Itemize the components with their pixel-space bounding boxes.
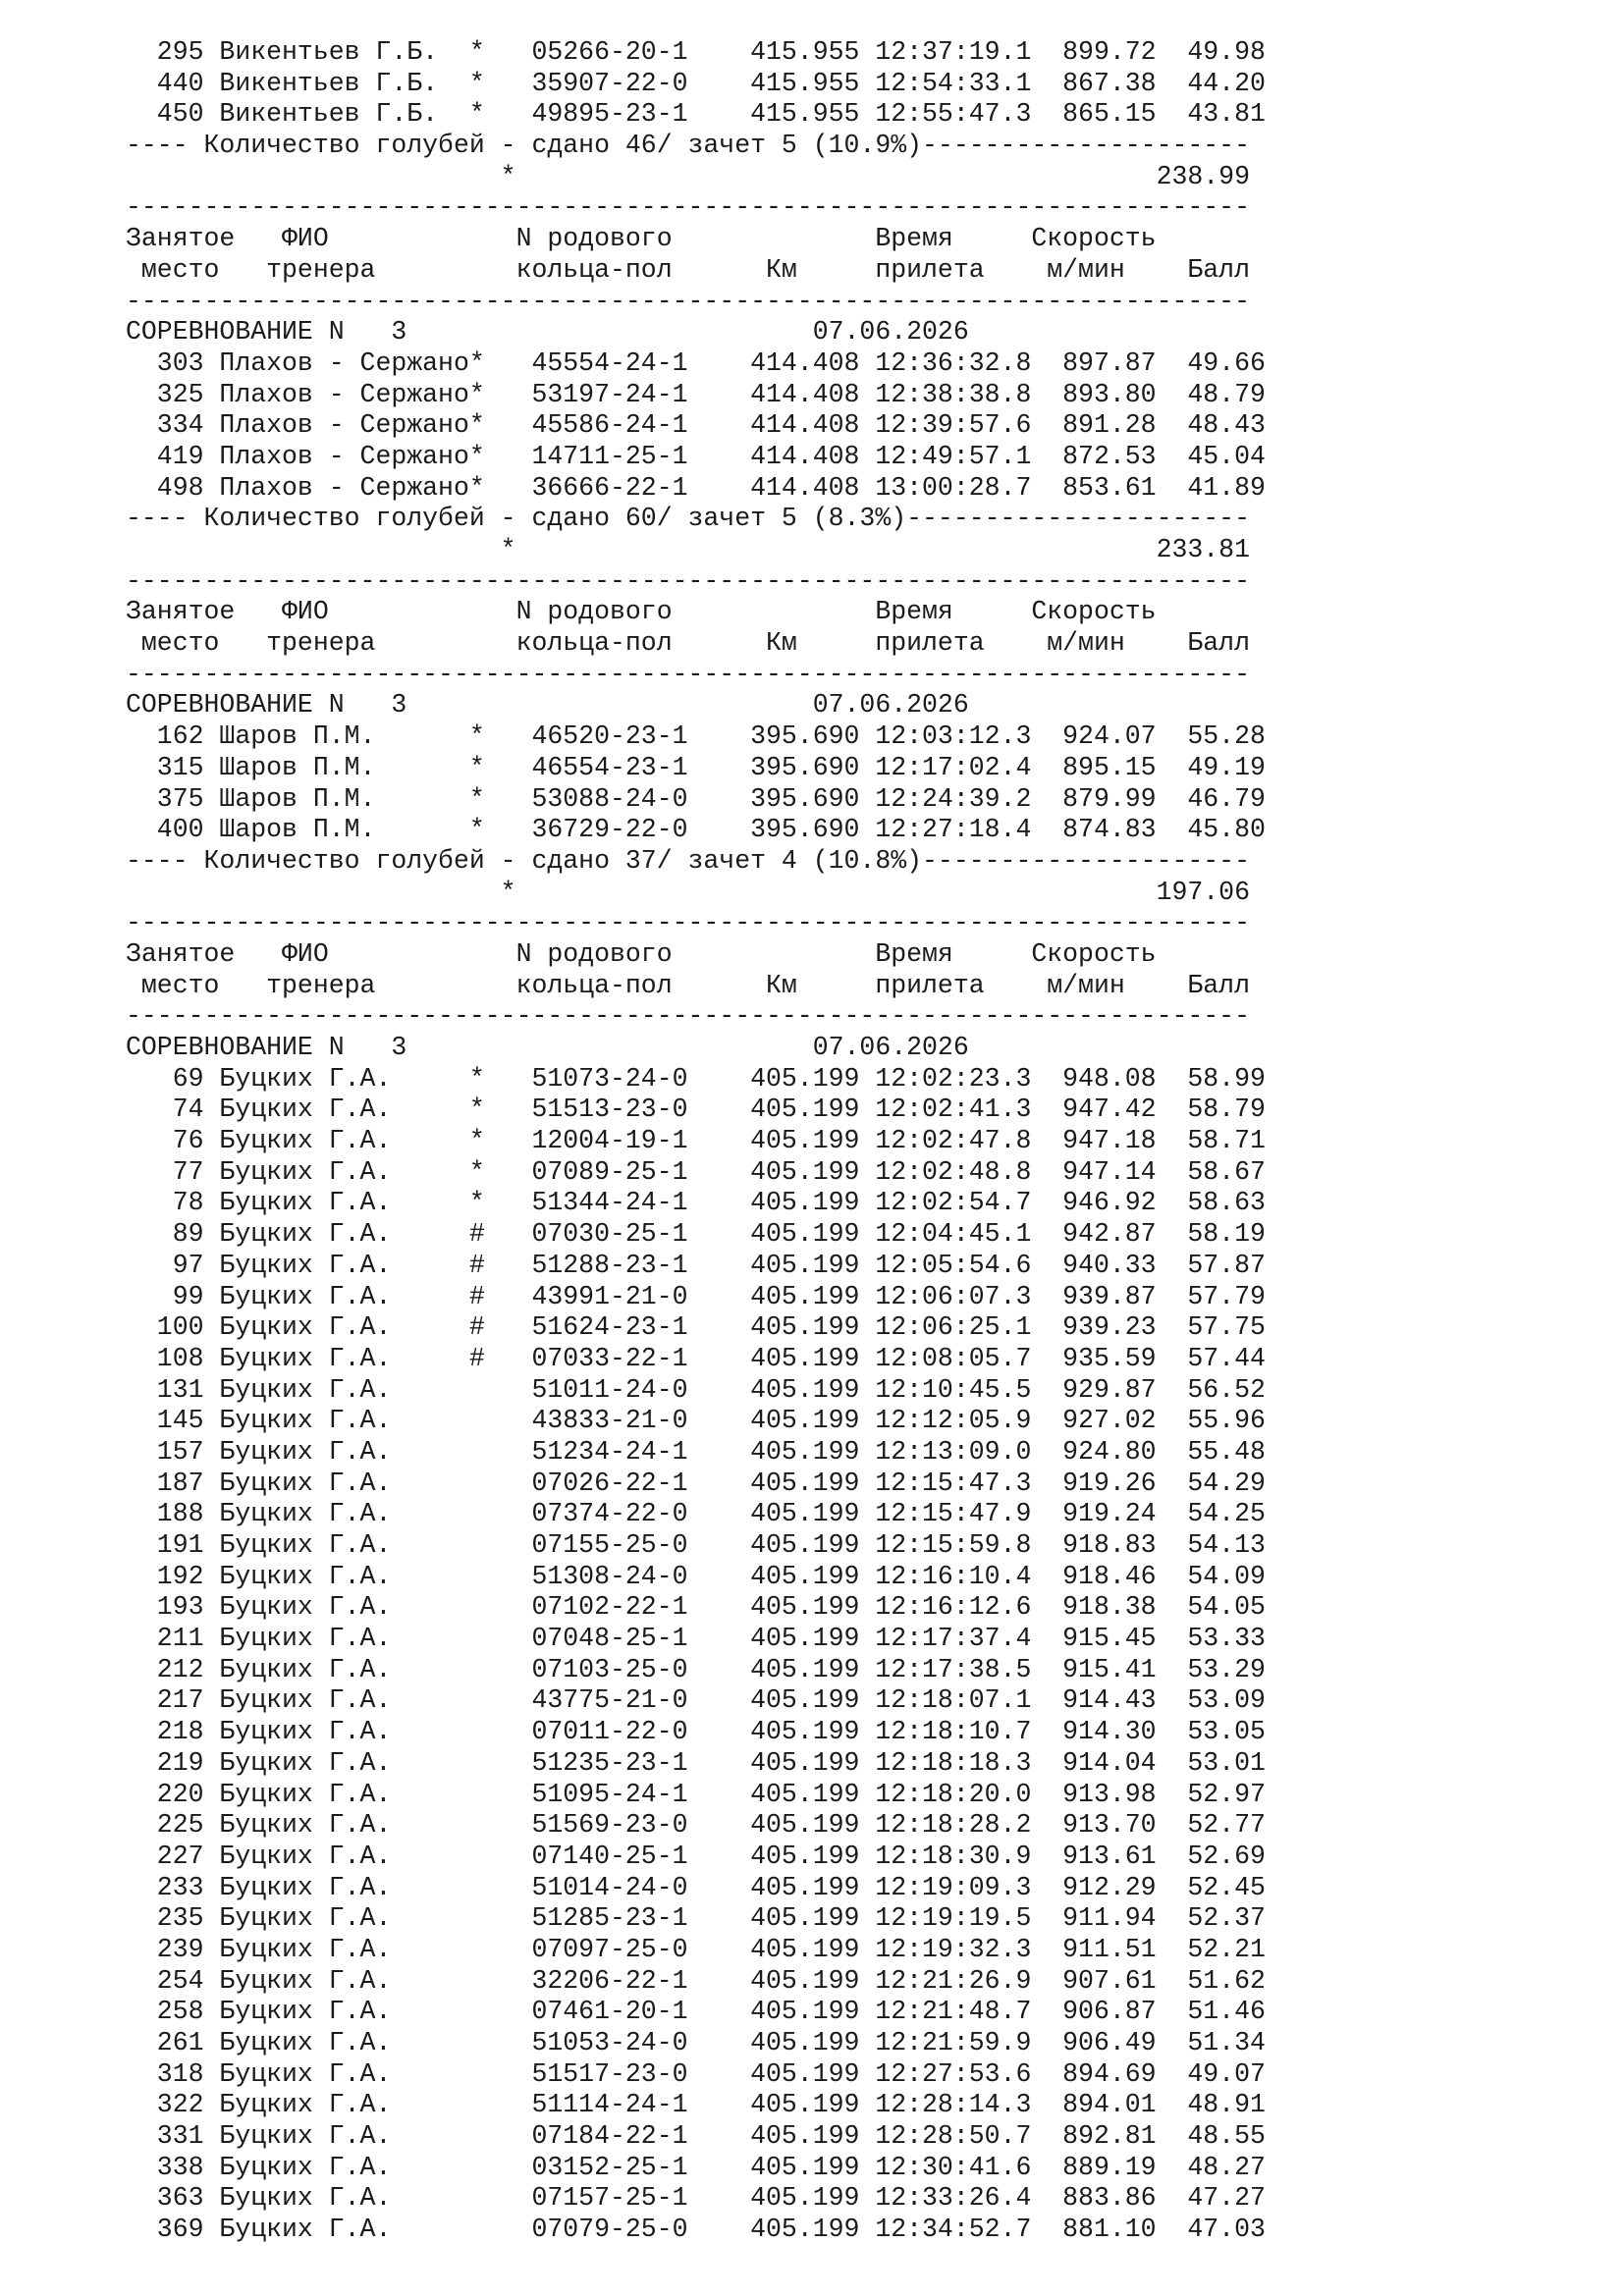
separator-line: ------------------------------------------------------------------------ [126, 192, 1250, 223]
result-row: 211 Буцких Г.А. 07048-25-1 405.199 12:17:37.4 915.45 53.33 [126, 1624, 1266, 1654]
result-row: 318 Буцких Г.А. 51517-23-0 405.199 12:27:53.6 894.69 49.07 [126, 2058, 1266, 2089]
result-row: 261 Буцких Г.А. 51053-24-0 405.199 12:21:59.9 906.49 51.34 [126, 2028, 1266, 2057]
result-row: 334 Плахов - Сержано* 45586-24-1 414.408 12:39:57.6 891.28 48.43 [126, 410, 1266, 441]
result-row: 217 Буцких Г.А. 43775-21-0 405.199 12:18:07.1 914.43 53.09 [126, 1685, 1266, 1716]
result-row: 108 Буцких Г.А. # 07033-22-1 405.199 12:08:05.7 935.59 57.44 [126, 1343, 1266, 1373]
result-row: 440 Викентьев Г.Б. * 35907-22-0 415.955 12:54:33.1 867.38 44.20 [126, 68, 1266, 98]
result-row: 225 Буцких Г.А. 51569-23-0 405.199 12:18:28.2 913.70 52.77 [126, 1810, 1266, 1841]
result-row: 498 Плахов - Сержано* 36666-22-1 414.408 13:00:28.7 853.61 41.89 [126, 472, 1266, 503]
separator-line: ------------------------------------------------------------------------ [126, 659, 1250, 689]
competition-header: СОРЕВНОВАНИЕ N 3 07.06.2026 [126, 690, 969, 721]
column-header-row-1: Занятое ФИО N родового Время Скорость [126, 597, 1157, 627]
results-sheet [126, 37, 1266, 2246]
total-points-line: * 197.06 [126, 877, 1250, 907]
separator-line: ------------------------------------------------------------------------ [126, 286, 1250, 316]
result-row: 74 Буцких Г.А. * 51513-23-0 405.199 12:02:41.3 947.42 58.79 [126, 1095, 1266, 1125]
separator-line: ------------------------------------------------------------------------ [126, 908, 1250, 938]
result-row: 192 Буцких Г.А. 51308-24-0 405.199 12:16:10.4 918.46 54.09 [126, 1561, 1266, 1591]
result-row: 233 Буцких Г.А. 51014-24-0 405.199 12:19:09.3 912.29 52.45 [126, 1872, 1266, 1902]
result-row: 219 Буцких Г.А. 51235-23-1 405.199 12:18:18.3 914.04 53.01 [126, 1747, 1266, 1778]
result-row: 303 Плахов - Сержано* 45554-24-1 414.408 12:36:32.8 897.87 49.66 [126, 347, 1266, 378]
result-row: 369 Буцких Г.А. 07079-25-0 405.199 12:34:52.7 881.10 47.03 [126, 2215, 1266, 2245]
result-row: 187 Буцких Г.А. 07026-22-1 405.199 12:15:47.3 919.26 54.29 [126, 1468, 1266, 1498]
result-row: 100 Буцких Г.А. # 51624-23-1 405.199 12:06:25.1 939.23 57.75 [126, 1312, 1266, 1343]
total-points-line: * 238.99 [126, 161, 1250, 191]
result-row: 400 Шаров П.М. * 36729-22-0 395.690 12:27:18.4 874.83 45.80 [126, 815, 1266, 845]
result-row: 78 Буцких Г.А. * 51344-24-1 405.199 12:02:54.7 946.92 58.63 [126, 1188, 1266, 1218]
total-points-line: * 233.81 [126, 535, 1250, 564]
column-header-row-2: место тренера кольца-пол Км прилета м/мин Балл [126, 970, 1250, 1000]
result-row: 227 Буцких Г.А. 07140-25-1 405.199 12:18:30.9 913.61 52.69 [126, 1841, 1266, 1871]
result-row: 145 Буцких Г.А. 43833-21-0 405.199 12:12:05.9 927.02 55.96 [126, 1406, 1266, 1436]
pigeon-count-summary: ---- Количество голубей - сдано 60/ зачет 5 (8.3%)---------------------- [126, 504, 1250, 534]
column-header-row-1: Занятое ФИО N родового Время Скорость [126, 938, 1157, 969]
result-row: 99 Буцких Г.А. # 43991-21-0 405.199 12:06:07.3 939.87 57.79 [126, 1281, 1266, 1311]
result-row: 295 Викентьев Г.Б. * 05266-20-1 415.955 12:37:19.1 899.72 49.98 [126, 37, 1266, 67]
result-row: 450 Викентьев Г.Б. * 49895-23-1 415.955 12:55:47.3 865.15 43.81 [126, 99, 1266, 130]
result-row: 76 Буцких Г.А. * 12004-19-1 405.199 12:02:47.8 947.18 58.71 [126, 1126, 1266, 1156]
result-row: 258 Буцких Г.А. 07461-20-1 405.199 12:21:48.7 906.87 51.46 [126, 1997, 1266, 2027]
result-row: 315 Шаров П.М. * 46554-23-1 395.690 12:17:02.4 895.15 49.19 [126, 752, 1266, 782]
result-row: 325 Плахов - Сержано* 53197-24-1 414.408 12:38:38.8 893.80 48.79 [126, 379, 1266, 409]
separator-line: ------------------------------------------------------------------------ [126, 565, 1250, 596]
result-row: 188 Буцких Г.А. 07374-22-0 405.199 12:15:47.9 919.24 54.25 [126, 1499, 1266, 1529]
result-row: 331 Буцких Г.А. 07184-22-1 405.199 12:28:50.7 892.81 48.55 [126, 2121, 1266, 2152]
result-row: 69 Буцких Г.А. * 51073-24-0 405.199 12:02:23.3 948.08 58.99 [126, 1063, 1266, 1094]
column-header-row-1: Занятое ФИО N родового Время Скорость [126, 224, 1157, 254]
pigeon-count-summary: ---- Количество голубей - сдано 37/ зачет 4 (10.8%)--------------------- [126, 845, 1250, 876]
result-row: 77 Буцких Г.А. * 07089-25-1 405.199 12:02:48.8 947.14 58.67 [126, 1156, 1266, 1187]
result-row: 239 Буцких Г.А. 07097-25-0 405.199 12:19:32.3 911.51 52.21 [126, 1934, 1266, 1964]
result-row: 191 Буцких Г.А. 07155-25-0 405.199 12:15:59.8 918.83 54.13 [126, 1530, 1266, 1560]
result-row: 97 Буцких Г.А. # 51288-23-1 405.199 12:05:54.6 940.33 57.87 [126, 1250, 1266, 1280]
separator-line: ------------------------------------------------------------------------ [126, 1001, 1250, 1032]
result-row: 338 Буцких Г.А. 03152-25-1 405.199 12:30:41.6 889.19 48.27 [126, 2152, 1266, 2182]
result-row: 218 Буцких Г.А. 07011-22-0 405.199 12:18:10.7 914.30 53.05 [126, 1717, 1266, 1747]
result-row: 375 Шаров П.М. * 53088-24-0 395.690 12:24:39.2 879.99 46.79 [126, 783, 1266, 814]
result-row: 254 Буцких Г.А. 32206-22-1 405.199 12:21:26.9 907.61 51.62 [126, 1965, 1266, 1996]
result-row: 419 Плахов - Сержано* 14711-25-1 414.408 12:49:57.1 872.53 45.04 [126, 441, 1266, 471]
column-header-row-2: место тренера кольца-пол Км прилета м/мин Балл [126, 628, 1250, 659]
result-row: 212 Буцких Г.А. 07103-25-0 405.199 12:17:38.5 915.41 53.29 [126, 1654, 1266, 1684]
column-header-row-2: место тренера кольца-пол Км прилета м/мин Балл [126, 254, 1250, 285]
result-row: 220 Буцких Г.А. 51095-24-1 405.199 12:18:20.0 913.98 52.97 [126, 1779, 1266, 1809]
competition-header: СОРЕВНОВАНИЕ N 3 07.06.2026 [126, 1033, 969, 1062]
result-row: 89 Буцких Г.А. # 07030-25-1 405.199 12:04:45.1 942.87 58.19 [126, 1219, 1266, 1250]
competition-header: СОРЕВНОВАНИЕ N 3 07.06.2026 [126, 317, 969, 347]
result-row: 157 Буцких Г.А. 51234-24-1 405.199 12:13:09.0 924.80 55.48 [126, 1436, 1266, 1467]
result-row: 322 Буцких Г.А. 51114-24-1 405.199 12:28:14.3 894.01 48.91 [126, 2090, 1266, 2120]
result-row: 363 Буцких Г.А. 07157-25-1 405.199 12:33:26.4 883.86 47.27 [126, 2183, 1266, 2214]
pigeon-count-summary: ---- Количество голубей - сдано 46/ зачет 5 (10.9%)--------------------- [126, 131, 1250, 161]
result-row: 162 Шаров П.М. * 46520-23-1 395.690 12:03:12.3 924.07 55.28 [126, 721, 1266, 752]
result-row: 131 Буцких Г.А. 51011-24-0 405.199 12:10:45.5 929.87 56.52 [126, 1374, 1266, 1405]
result-row: 193 Буцких Г.А. 07102-22-1 405.199 12:16:12.6 918.38 54.05 [126, 1592, 1266, 1623]
result-row: 235 Буцких Г.А. 51285-23-1 405.199 12:19:19.5 911.94 52.37 [126, 1903, 1266, 1934]
